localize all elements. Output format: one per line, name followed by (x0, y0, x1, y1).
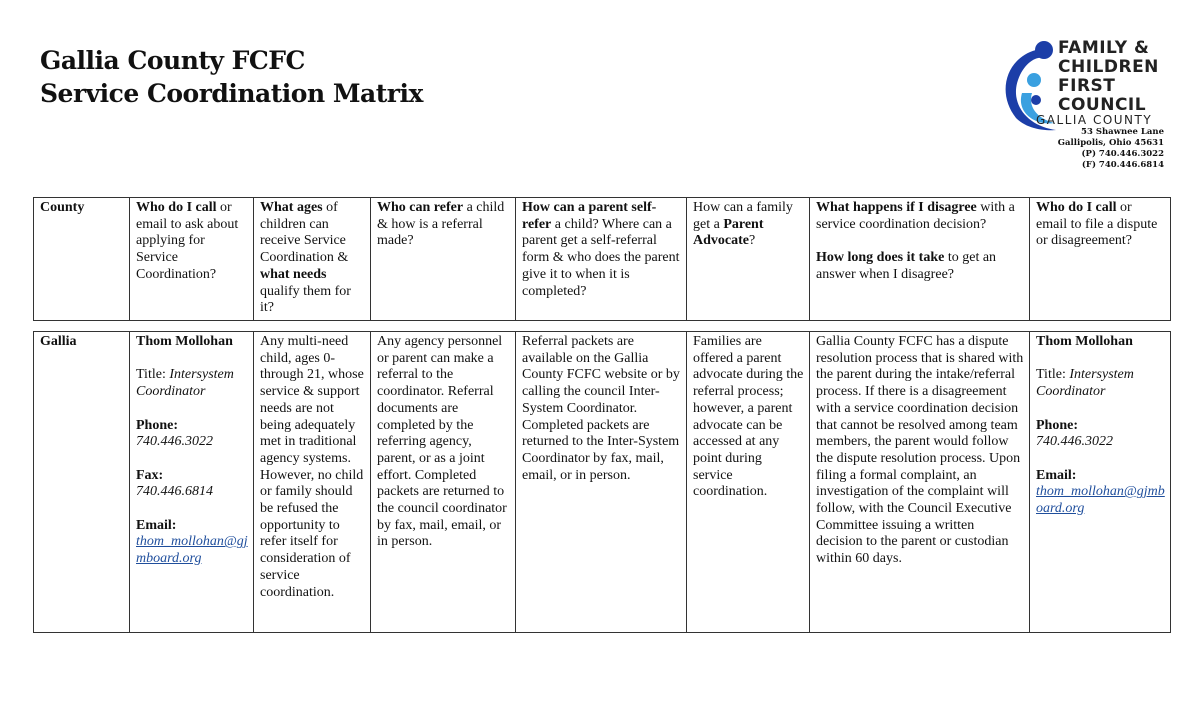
cell-advocate: Families are offered a parent advocate during the referral process; however, a parent advocate can be accessed at any point during service coordination. (687, 332, 810, 633)
logo-line: FIRST (1058, 76, 1116, 96)
table-row (34, 332, 1171, 633)
header-who-to-call: Who do I call or email to ask about applying for Service Coordination? (130, 198, 254, 321)
logo-line: CHILDREN (1058, 57, 1159, 77)
cell-dispute-contact: Thom Mollohan Title: Intersystem Coordinator Phone: 740.446.3022 Email: thom_mollohan@gjmboard.org (1030, 332, 1171, 633)
address-city: Gallipolis, Ohio 45631 (1057, 138, 1164, 148)
email-link[interactable]: thom_mollohan@gjmboard.org (136, 534, 248, 567)
address-block (1058, 127, 1164, 171)
cell-disagree: Gallia County FCFC has a dispute resolution process that is shared with the parent during the intake/referral process. If there is a disagreement with a service coordination decision that cannot be resolved among team members, the parent would follow the dispute resolution process. Upon filing a formal complaint, an investigation of the complaint will follow, with the Council Executive Committee issuing a written decision to the parent or custodian within 60 days. (810, 332, 1030, 633)
title-line-1: Gallia County FCFC (40, 46, 305, 75)
header-who-can-refer: Who can refer a child & how is a referral made? (371, 198, 516, 321)
dispute-email-link[interactable]: thom_mollohan@gjmboard.org (1036, 484, 1165, 517)
logo-text (1058, 39, 1159, 115)
matrix-table (33, 331, 1171, 633)
logo-line: COUNCIL (1058, 95, 1147, 115)
header-disagree: What happens if I disagree with a service coordination decision? How long does it take to get an answer when I disagree? (810, 198, 1030, 321)
address-fax: (F) 740.446.6814 (1081, 160, 1164, 170)
address-phone: (P) 740.446.3022 (1081, 149, 1164, 159)
header-row (34, 198, 1171, 321)
title-line-2: Service Coordination Matrix (40, 79, 423, 108)
logo-line: FAMILY & (1058, 38, 1150, 58)
address-street: 53 Shawnee Lane (1081, 127, 1164, 137)
logo-county: GALLIA COUNTY (1036, 113, 1153, 127)
page-title (40, 44, 423, 110)
header-self-refer: How can a parent self-refer a child? Where can a parent get a self-referral form & who does the parent give it to when it is completed? (516, 198, 687, 321)
header-ages: What ages of children can receive Service Coordination & what needs qualify them for it? (254, 198, 371, 321)
cell-ages: Any multi-need child, ages 0-through 21, whose service & support needs are not being adequately met in traditional agency systems. However, no child or family should be refused the opportunity to refer itself for consideration of service coordination. (254, 332, 371, 633)
cell-county: Gallia (34, 332, 130, 633)
cell-self-refer: Referral packets are available on the Gallia County FCFC website or by calling the council Inter-System Coordinator. Completed packets are returned to the Inter-System Coordinator by fax, mail, email, or in person. (516, 332, 687, 633)
header-table (33, 197, 1171, 321)
cell-contact: Thom Mollohan Title: Intersystem Coordinator Phone: 740.446.3022 Fax: 740.446.6814 Email: thom_mollohan@gjmboard.org (130, 332, 254, 633)
header-county: County (34, 198, 130, 321)
cell-refer: Any agency personnel or parent can make a referral to the coordinator. Referral documents are completed by the referring agency, parent, or as a joint effort. Completed packets are returned to the council coordinator by fax, mail, email, or in person. (371, 332, 516, 633)
header-parent-advocate: How can a family get a Parent Advocate? (687, 198, 810, 321)
header-dispute-contact: Who do I call or email to file a dispute or disagreement? (1030, 198, 1171, 321)
